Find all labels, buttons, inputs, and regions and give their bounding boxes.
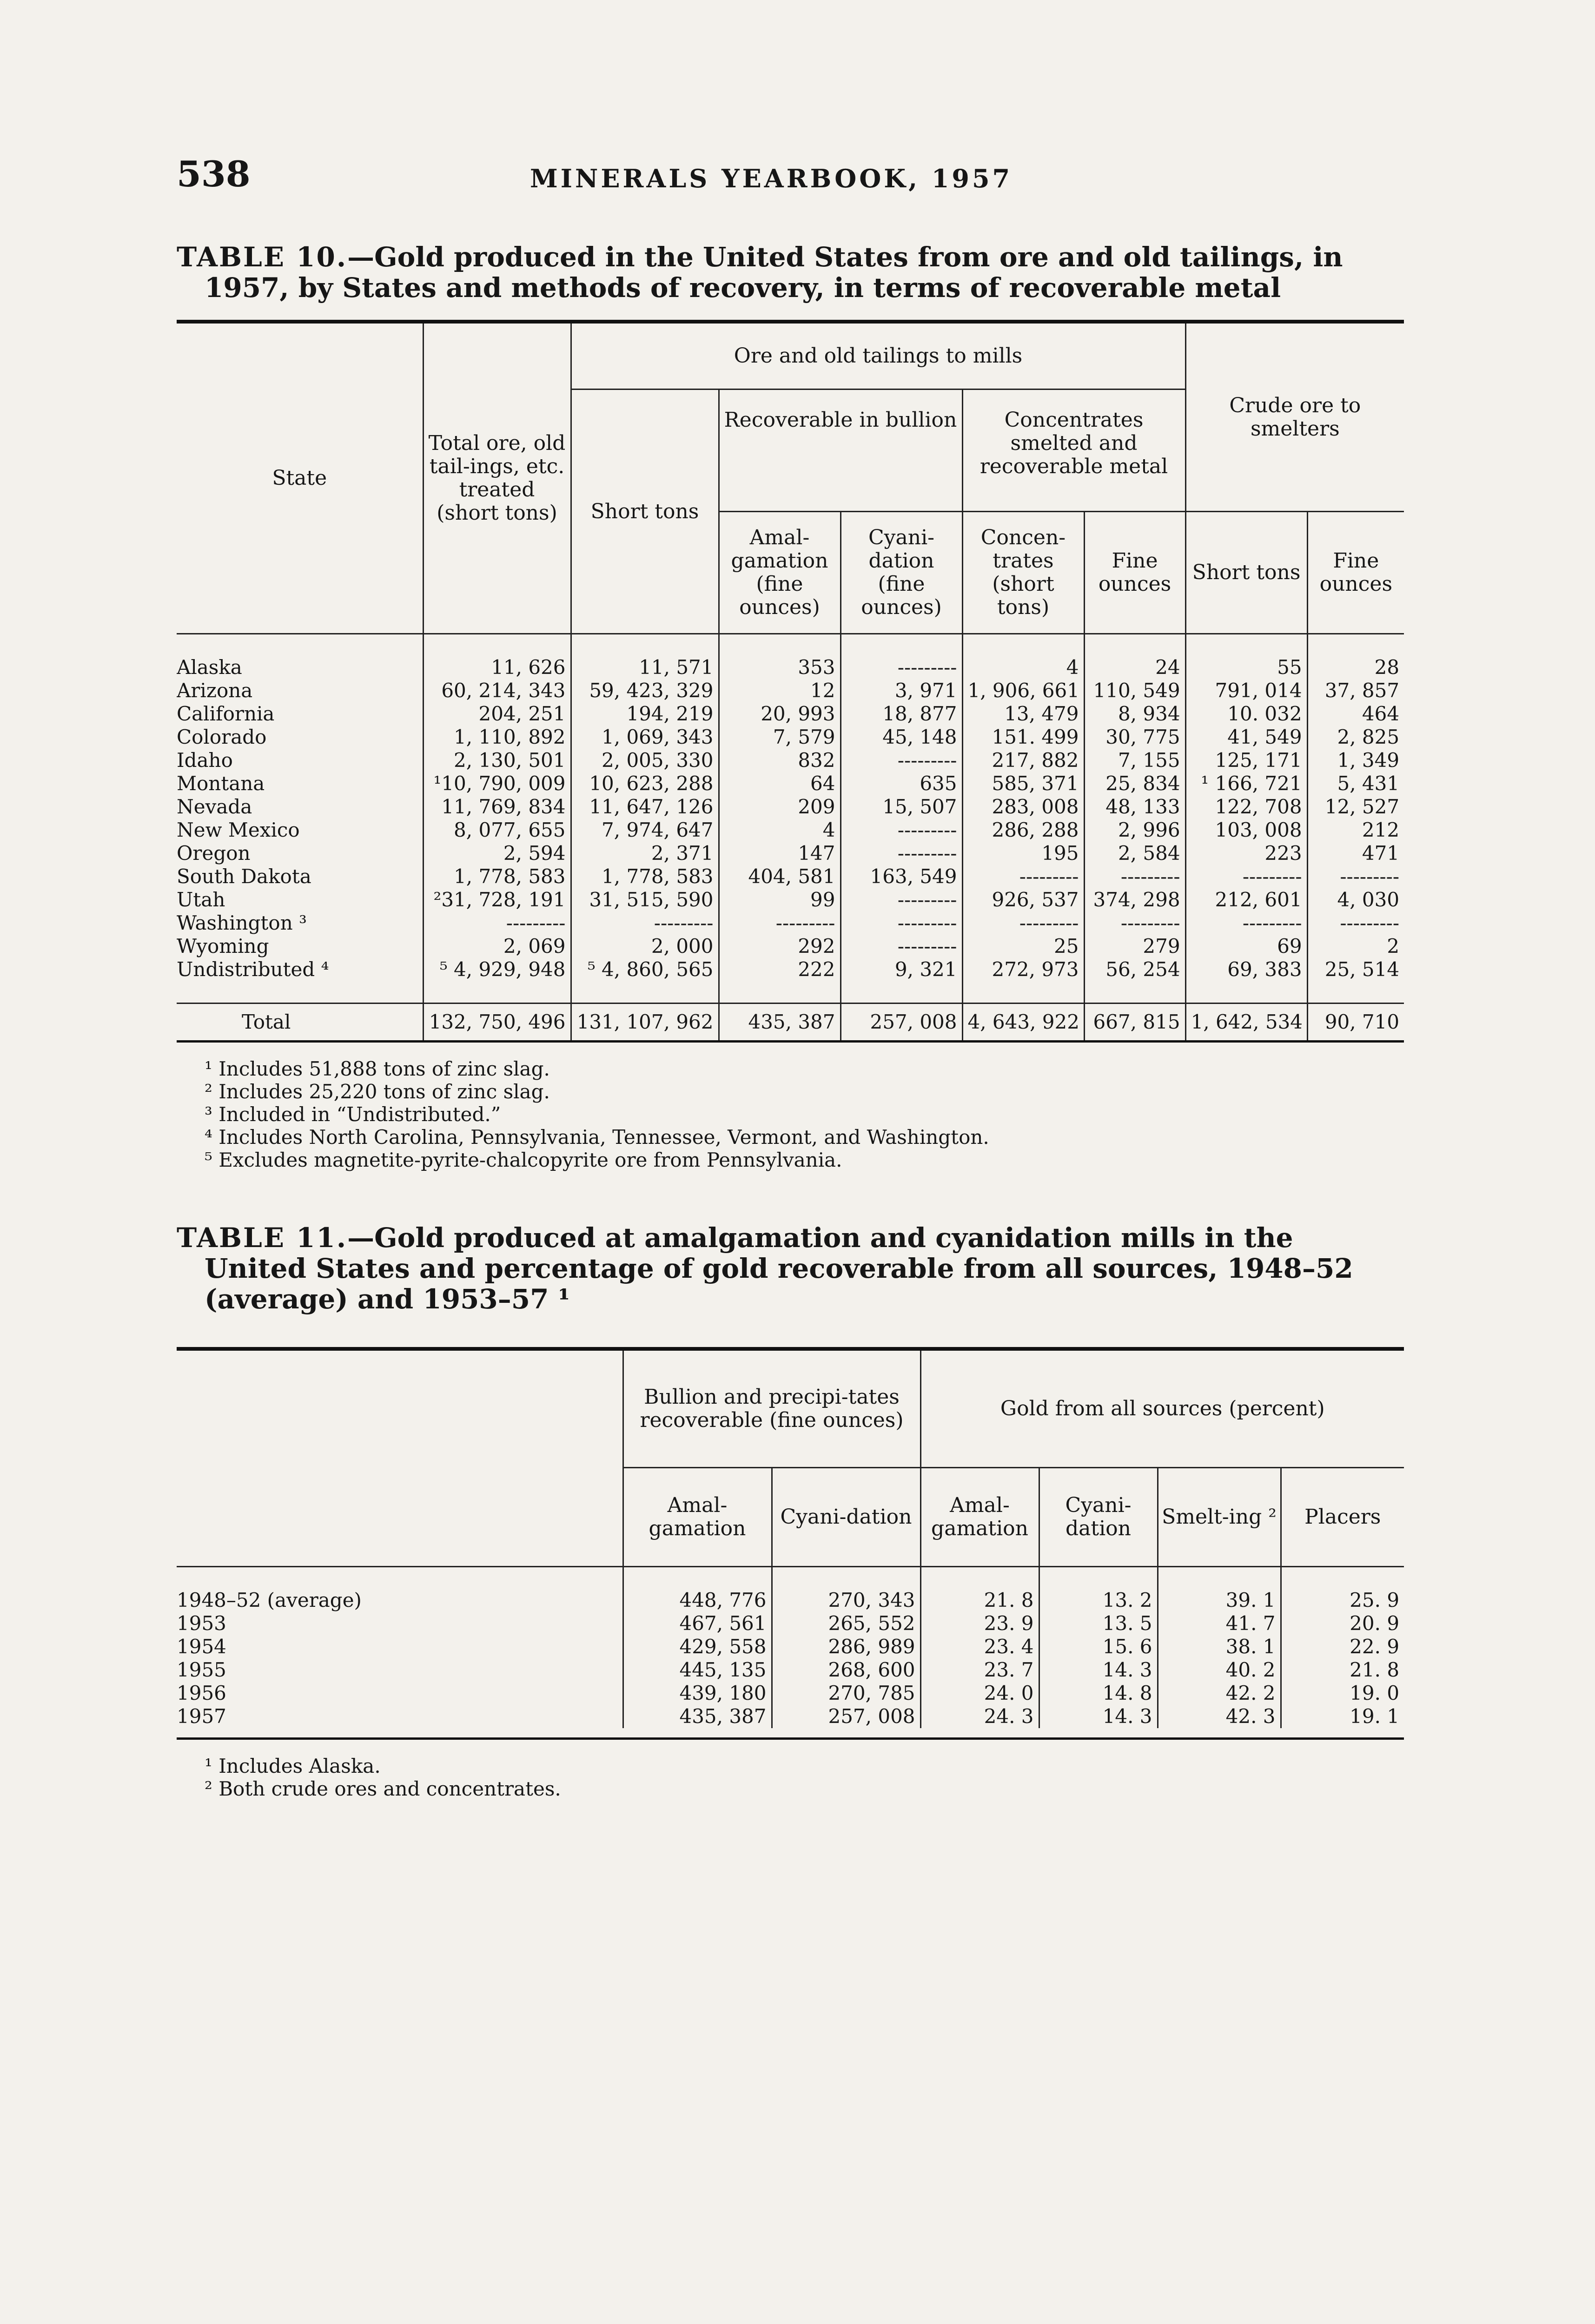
total-cst: 1, 642, 534 [1185,1004,1307,1041]
cell-cfo: 212 [1307,819,1404,842]
cell-cyan: 270, 343 [772,1589,920,1612]
cell-short: 59, 423, 329 [571,679,719,702]
table-row [177,1635,1404,1658]
t11-placers-header: Placers [1281,1468,1404,1567]
cell-amal: 353 [719,656,841,679]
table10-body [177,634,1404,1041]
document-page [177,153,1404,1800]
year-label: 1954 [177,1635,226,1658]
cell-pc: 13. 2 [1039,1589,1158,1612]
cell-cst: 103, 008 [1185,819,1307,842]
total-conc: 4, 643, 922 [962,1004,1084,1041]
cell-cyan: 163, 549 [841,865,962,888]
table11 [177,1351,1404,1728]
table10-bottom-rule [177,1040,1404,1043]
cell-pc: 14. 8 [1039,1682,1158,1705]
state-name: Montana [177,772,265,795]
running-head: MINERALS YEARBOOK, 1957 [530,164,1013,193]
cell-short: --------- [571,911,719,935]
cell-fine: --------- [1084,865,1185,888]
cell-short: 7, 974, 647 [571,819,719,842]
cell-fine: 2, 584 [1084,842,1185,865]
cell-cfo: 2 [1307,935,1404,958]
cell-amal: 147 [719,842,841,865]
cell-amal: 404, 581 [719,865,841,888]
cell-cfo: 37, 857 [1307,679,1404,702]
cell-pp: 21. 8 [1281,1658,1404,1682]
cell-amal: 12 [719,679,841,702]
cell-total: ²31, 728, 191 [423,888,571,911]
table-row [177,656,1404,679]
cell-fine: 8, 934 [1084,702,1185,726]
col-crude-short-tons-header: Short tons [1185,512,1307,634]
state-name: Nevada [177,795,252,818]
table10 [177,324,1404,1040]
state-name: California [177,702,275,725]
cell-amal: 429, 558 [623,1635,772,1658]
cell-pa: 21. 8 [920,1589,1039,1612]
cell-pp: 19. 0 [1281,1682,1404,1705]
cell-conc: 1, 906, 661 [962,679,1084,702]
table-row [177,958,1404,981]
cell-ps: 40. 2 [1158,1658,1281,1682]
t11-year-header [177,1351,623,1567]
gold-sources-group-header: Gold from all sources (percent) [920,1351,1404,1468]
cell-short: 31, 515, 590 [571,888,719,911]
cell-conc: 283, 008 [962,795,1084,819]
cell-cst: 125, 171 [1185,749,1307,772]
cell-amal: 209 [719,795,841,819]
crude-group-header: Crude ore to smelters [1185,324,1404,512]
year-label: 1953 [177,1612,226,1635]
table11-bottom-rule [177,1737,1404,1740]
cell-cfo: 5, 431 [1307,772,1404,795]
cell-short: 1, 069, 343 [571,726,719,749]
table-row [177,819,1404,842]
cell-cfo: 12, 527 [1307,795,1404,819]
cell-cfo: 25, 514 [1307,958,1404,981]
table-row [177,679,1404,702]
total-fine: 667, 815 [1084,1004,1185,1041]
cell-pp: 22. 9 [1281,1635,1404,1658]
mills-group-header: Ore and old tailings to mills [571,324,1185,390]
total-cyan: 257, 008 [841,1004,962,1041]
cell-cst: 55 [1185,656,1307,679]
cell-pp: 19. 1 [1281,1705,1404,1728]
cell-fine: 279 [1084,935,1185,958]
cell-cst: 223 [1185,842,1307,865]
cell-cyan: 270, 785 [772,1682,920,1705]
year-label: 1948–52 (average) [177,1589,362,1611]
cell-cyan: 18, 877 [841,702,962,726]
cell-short: 11, 647, 126 [571,795,719,819]
cell-amal: 832 [719,749,841,772]
cell-amal: 435, 387 [623,1705,772,1728]
concentrates-group-header: Concentrates smelted and recoverable metal [962,390,1185,512]
cell-ps: 39. 1 [1158,1589,1281,1612]
cell-cst: 69, 383 [1185,958,1307,981]
year-label: 1955 [177,1658,226,1681]
cell-fine: 374, 298 [1084,888,1185,911]
state-name: Idaho [177,749,233,772]
total-label: Total [177,1004,423,1041]
page-number: 538 [177,153,251,195]
cell-cst: 791, 014 [1185,679,1307,702]
table11-footnotes [177,1755,1404,1800]
cell-amal: 7, 579 [719,726,841,749]
table11-label: TABLE 11. [177,1222,348,1254]
cell-pc: 14. 3 [1039,1705,1158,1728]
state-name: Utah [177,888,225,911]
cell-short: 11, 571 [571,656,719,679]
footnote: ² Includes 25,220 tons of zinc slag. [205,1080,550,1103]
cell-fine: 30, 775 [1084,726,1185,749]
table-row [177,726,1404,749]
t11-smelting-header: Smelt-ing ² [1158,1468,1281,1567]
cell-ps: 38. 1 [1158,1635,1281,1658]
cell-total: 2, 069 [423,935,571,958]
cell-cyan: --------- [841,749,962,772]
cell-total: 2, 594 [423,842,571,865]
cell-amal: 448, 776 [623,1589,772,1612]
cell-cyan: 265, 552 [772,1612,920,1635]
cell-cyan: --------- [841,911,962,935]
cell-ps: 42. 3 [1158,1705,1281,1728]
cell-conc: 4 [962,656,1084,679]
state-name: South Dakota [177,865,311,888]
cell-conc: 25 [962,935,1084,958]
col-amalgamation-header: Amal-gamation (fine ounces) [719,512,841,634]
cell-fine: 48, 133 [1084,795,1185,819]
cell-amal: 4 [719,819,841,842]
state-name: Undistributed ⁴ [177,958,329,981]
cell-ps: 41. 7 [1158,1612,1281,1635]
total-cfo: 90, 710 [1307,1004,1404,1041]
cell-amal: 467, 561 [623,1612,772,1635]
cell-pp: 25. 9 [1281,1589,1404,1612]
cell-fine: 2, 996 [1084,819,1185,842]
cell-total: --------- [423,911,571,935]
cell-amal: 439, 180 [623,1682,772,1705]
col-fine-ounces-header: Fine ounces [1084,512,1185,634]
state-name: Alaska [177,656,242,679]
cell-cyan: --------- [841,888,962,911]
cell-total: 1, 778, 583 [423,865,571,888]
cell-short: 2, 371 [571,842,719,865]
cell-cyan: 45, 148 [841,726,962,749]
table-row [177,842,1404,865]
cell-cfo: 28 [1307,656,1404,679]
cell-fine: 110, 549 [1084,679,1185,702]
recoverable-group-header: Recoverable in bullion [719,390,962,512]
t11-pct-cyanidation-header: Cyani-dation [1039,1468,1158,1567]
table-row [177,888,1404,911]
cell-total: 11, 769, 834 [423,795,571,819]
cell-fine: 7, 155 [1084,749,1185,772]
year-label: 1957 [177,1705,226,1728]
cell-ps: 42. 2 [1158,1682,1281,1705]
t11-amalgamation-header: Amal-gamation [623,1468,772,1567]
table-row [177,702,1404,726]
state-name: Washington ³ [177,911,307,934]
cell-cyan: 9, 321 [841,958,962,981]
cell-short: 194, 219 [571,702,719,726]
cell-conc: 195 [962,842,1084,865]
footnote: ¹ Includes Alaska. [205,1755,381,1777]
cell-short: 2, 000 [571,935,719,958]
col-concentrates-header: Concen-trates (short tons) [962,512,1084,634]
cell-total: 2, 130, 501 [423,749,571,772]
t11-pct-amalgamation-header: Amal-gamation [920,1468,1039,1567]
cell-conc: 217, 882 [962,749,1084,772]
table-row [177,911,1404,935]
cell-cyan: 15, 507 [841,795,962,819]
cell-amal: 292 [719,935,841,958]
state-name: Oregon [177,842,251,865]
col-short-tons-header: Short tons [571,390,719,634]
state-name: Arizona [177,679,253,702]
cell-cst: ¹ 166, 721 [1185,772,1307,795]
total-short: 131, 107, 962 [571,1004,719,1041]
cell-pa: 23. 7 [920,1658,1039,1682]
cell-cst: --------- [1185,911,1307,935]
col-crude-fine-ounces-header: Fine ounces [1307,512,1404,634]
cell-conc: 151. 499 [962,726,1084,749]
footnote: ² Both crude ores and concentrates. [205,1777,561,1800]
table-row [177,772,1404,795]
cell-cyan: --------- [841,819,962,842]
cell-conc: 272, 973 [962,958,1084,981]
table-row [177,1682,1404,1705]
table10-title [177,242,1404,303]
cell-cst: 41, 549 [1185,726,1307,749]
cell-amal: 222 [719,958,841,981]
state-name: New Mexico [177,819,300,841]
table10-label: TABLE 10. [177,241,348,273]
cell-amal: --------- [719,911,841,935]
cell-cyan: 3, 971 [841,679,962,702]
table-row [177,865,1404,888]
cell-total: ¹10, 790, 009 [423,772,571,795]
table10-caption: —Gold produced in the United States from ore and old tailings, in 1957, by States and methods of recovery, in terms of recoverable metal [205,241,1343,304]
table11-title [177,1222,1404,1314]
cell-pc: 15. 6 [1039,1635,1158,1658]
cell-short: 1, 778, 583 [571,865,719,888]
cell-cyan: 635 [841,772,962,795]
bullion-group-header: Bullion and precipi-tates recoverable (fine ounces) [623,1351,920,1468]
cell-pc: 14. 3 [1039,1658,1158,1682]
cell-conc: 286, 288 [962,819,1084,842]
footnote: ⁵ Excludes magnetite-pyrite-chalcopyrite ore from Pennsylvania. [205,1149,842,1171]
table10-top-rule [177,320,1404,324]
cell-conc: --------- [962,911,1084,935]
cell-conc: 926, 537 [962,888,1084,911]
cell-fine: --------- [1084,911,1185,935]
cell-fine: 24 [1084,656,1185,679]
cell-cst: 212, 601 [1185,888,1307,911]
col-total-header: Total ore, old tail-ings, etc. treated (short tons) [423,324,571,634]
cell-fine: 25, 834 [1084,772,1185,795]
cell-pc: 13. 5 [1039,1612,1158,1635]
cell-pa: 23. 9 [920,1612,1039,1635]
cell-pa: 24. 3 [920,1705,1039,1728]
table11-top-rule [177,1347,1404,1351]
cell-cfo: 464 [1307,702,1404,726]
state-name: Colorado [177,726,267,748]
table-row [177,795,1404,819]
cell-conc: 585, 371 [962,772,1084,795]
cell-cyan: 268, 600 [772,1658,920,1682]
cell-short: ⁵ 4, 860, 565 [571,958,719,981]
cell-total: 11, 626 [423,656,571,679]
cell-cfo: 4, 030 [1307,888,1404,911]
cell-amal: 64 [719,772,841,795]
table10-footnotes [177,1057,1404,1171]
table-row [177,1705,1404,1728]
cell-cyan: --------- [841,842,962,865]
col-cyanidation-header: Cyani-dation (fine ounces) [841,512,962,634]
page-header [177,153,1404,205]
cell-conc: 13, 479 [962,702,1084,726]
cell-amal: 20, 993 [719,702,841,726]
cell-total: 204, 251 [423,702,571,726]
cell-cyan: --------- [841,656,962,679]
year-label: 1956 [177,1682,226,1704]
cell-cst: 69 [1185,935,1307,958]
cell-cfo: 1, 349 [1307,749,1404,772]
table-row [177,749,1404,772]
cell-total: ⁵ 4, 929, 948 [423,958,571,981]
table-row [177,1658,1404,1682]
state-name: Wyoming [177,935,269,957]
table-row [177,1612,1404,1635]
table-row [177,1589,1404,1612]
cell-amal: 99 [719,888,841,911]
cell-amal: 445, 135 [623,1658,772,1682]
table11-caption: —Gold produced at amalgamation and cyanidation mills in the United States and percentage of gold recoverable from all sources, 1948–52 (average) and 1953–57 ¹ [205,1222,1353,1315]
cell-total: 60, 214, 343 [423,679,571,702]
cell-cyan: 257, 008 [772,1705,920,1728]
table-row [177,935,1404,958]
cell-cfo: 471 [1307,842,1404,865]
total-total: 132, 750, 496 [423,1004,571,1041]
cell-short: 2, 005, 330 [571,749,719,772]
cell-pp: 20. 9 [1281,1612,1404,1635]
footnote: ³ Included in “Undistributed.” [205,1103,501,1126]
cell-cst: 10. 032 [1185,702,1307,726]
cell-cst: 122, 708 [1185,795,1307,819]
cell-conc: --------- [962,865,1084,888]
cell-cst: --------- [1185,865,1307,888]
cell-cfo: 2, 825 [1307,726,1404,749]
cell-short: 10, 623, 288 [571,772,719,795]
total-row [177,1004,1404,1041]
table11-body [177,1567,1404,1729]
cell-total: 1, 110, 892 [423,726,571,749]
cell-cyan: 286, 989 [772,1635,920,1658]
col-state-header: State [177,324,423,634]
cell-total: 8, 077, 655 [423,819,571,842]
cell-pa: 24. 0 [920,1682,1039,1705]
t11-cyanidation-header: Cyani-dation [772,1468,920,1567]
cell-pa: 23. 4 [920,1635,1039,1658]
cell-cfo: --------- [1307,911,1404,935]
cell-cyan: --------- [841,935,962,958]
cell-fine: 56, 254 [1084,958,1185,981]
cell-cfo: --------- [1307,865,1404,888]
total-amal: 435, 387 [719,1004,841,1041]
footnote: ¹ Includes 51,888 tons of zinc slag. [205,1057,550,1080]
footnote: ⁴ Includes North Carolina, Pennsylvania, Tennessee, Vermont, and Washington. [205,1126,989,1149]
